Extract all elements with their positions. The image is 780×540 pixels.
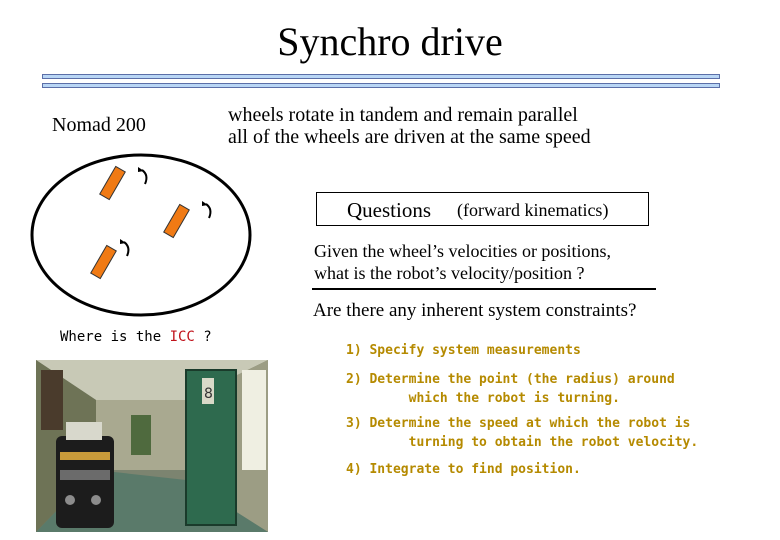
- slide-title: Synchro drive: [277, 19, 503, 64]
- description-line: all of the wheels are driven at the same speed: [228, 126, 591, 148]
- icc-highlight: ICC: [169, 329, 195, 345]
- step-item: 4) Integrate to find position.: [346, 462, 581, 477]
- questions-box: [316, 192, 649, 226]
- given-line: Given the wheel’s velocities or positions,: [314, 241, 611, 261]
- nomad-label: Nomad 200: [52, 114, 146, 136]
- robot-photo: [36, 360, 268, 532]
- questions-label: Questions: [347, 198, 431, 222]
- description-line: wheels rotate in tandem and remain parallel: [228, 104, 578, 126]
- robot-body-outline: [32, 155, 250, 315]
- steps-list: [346, 341, 766, 479]
- title-rule-top: [42, 74, 720, 79]
- step-item: 1) Specify system measurements: [346, 343, 581, 358]
- given-line: what is the robot’s velocity/position ?: [314, 263, 585, 283]
- step-item: 2) Determine the point (the radius) around which the robot is turning.: [346, 372, 675, 406]
- title-rule-bottom: [42, 83, 720, 88]
- separator-line: [312, 288, 656, 290]
- description: [228, 104, 648, 148]
- questions-sub: (forward kinematics): [457, 200, 609, 220]
- icc-suffix: ?: [194, 329, 212, 345]
- synchro-drive-diagram: [26, 150, 256, 325]
- icc-prefix: Where is the: [60, 329, 170, 345]
- step-item: 3) Determine the speed at which the robot is turning to obtain the robot velocity.: [346, 416, 699, 450]
- constraints-question: Are there any inherent system constraints?: [313, 300, 637, 321]
- svg-text:8: 8: [204, 386, 213, 402]
- given-text: [314, 240, 611, 284]
- icc-question: [60, 329, 212, 345]
